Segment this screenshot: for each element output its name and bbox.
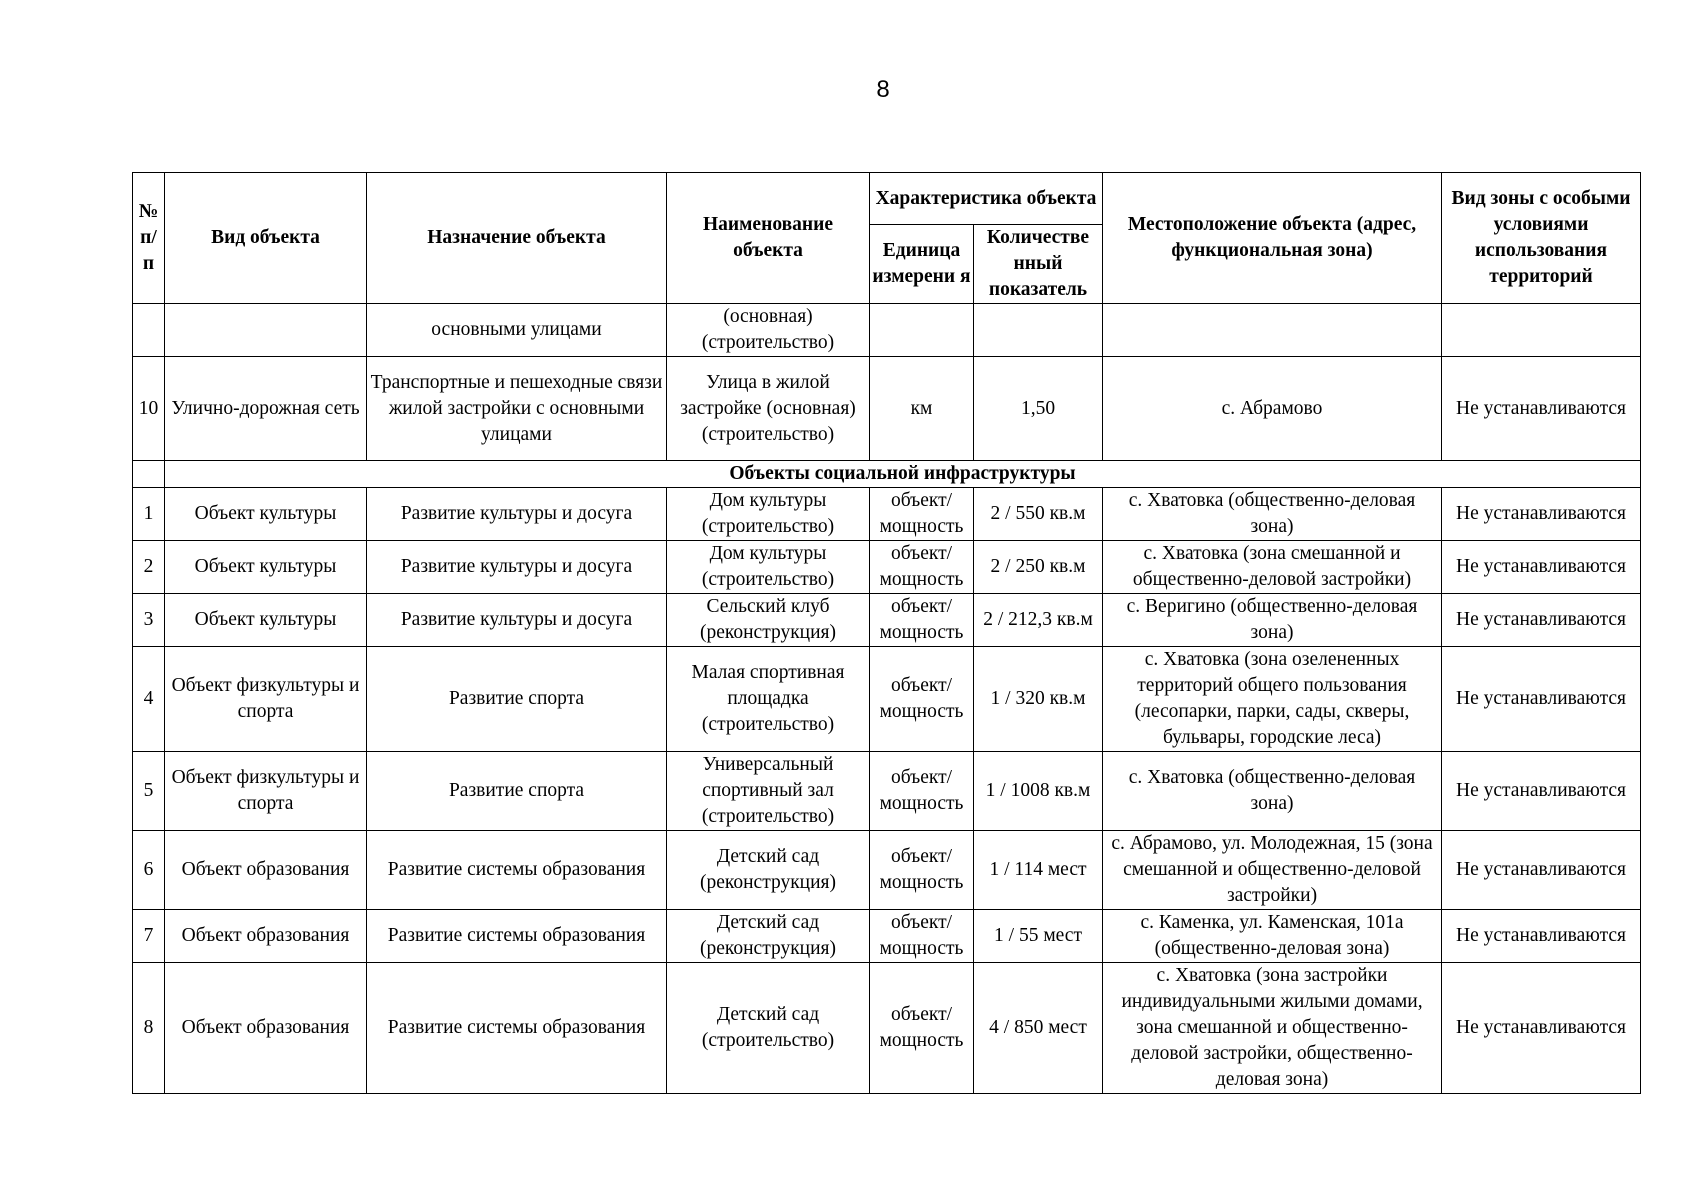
cell-quantity: 2 / 212,3 кв.м (974, 594, 1103, 647)
table-row (133, 488, 1641, 541)
cell-kind: Объект образования (165, 963, 367, 1094)
cell-purpose: основными улицами (367, 304, 667, 357)
cell-zone: Не устанавливаются (1442, 594, 1641, 647)
header-kind: Вид объекта (165, 173, 367, 304)
cell-num: 1 (133, 488, 165, 541)
cell-purpose: Развитие системы образования (367, 831, 667, 910)
cell-num: 5 (133, 752, 165, 831)
table-row (133, 831, 1641, 910)
table-row (133, 594, 1641, 647)
cell-zone: Не устанавливаются (1442, 357, 1641, 461)
cell-num: 10 (133, 357, 165, 461)
header-quantity: Количестве нный показатель (974, 225, 1103, 304)
cell-name: Малая спортивная площадка (строительство) (667, 647, 870, 752)
cell-zone: Не устанавливаются (1442, 963, 1641, 1094)
table-row (133, 963, 1641, 1094)
header-unit: Единица измерени я (870, 225, 974, 304)
cell-unit: объект/ мощность (870, 488, 974, 541)
section-title: Объекты социальной инфраструктуры (165, 461, 1641, 488)
cell-unit: объект/ мощность (870, 647, 974, 752)
cell-location: с. Абрамово (1103, 357, 1442, 461)
cell-purpose: Развитие спорта (367, 752, 667, 831)
cell-location: с. Хватовка (общественно-деловая зона) (1103, 488, 1442, 541)
table-row (133, 910, 1641, 963)
header-characteristic: Характеристика объекта (870, 173, 1103, 225)
table-row (133, 752, 1641, 831)
cell-location: с. Веригино (общественно-деловая зона) (1103, 594, 1442, 647)
cell-zone: Не устанавливаются (1442, 910, 1641, 963)
cell-quantity: 1 / 114 мест (974, 831, 1103, 910)
cell-kind: Объект физкультуры и спорта (165, 647, 367, 752)
cell-name: Дом культуры (строительство) (667, 541, 870, 594)
cell-kind: Объект культуры (165, 488, 367, 541)
cell-zone: Не устанавливаются (1442, 647, 1641, 752)
cell-zone: Не устанавливаются (1442, 752, 1641, 831)
section-row (133, 461, 1641, 488)
table-row (133, 647, 1641, 752)
cell-name: (основная) (строительство) (667, 304, 870, 357)
cell-location: с. Хватовка (зона застройки индивидуальными жилыми домами, зона смешанной и общественно-деловой застройки, общественно-деловая зона) (1103, 963, 1442, 1094)
cell-num: 7 (133, 910, 165, 963)
cell-kind: Объект физкультуры и спорта (165, 752, 367, 831)
cell-name: Детский сад (реконструкция) (667, 910, 870, 963)
cell-purpose: Развитие культуры и досуга (367, 541, 667, 594)
cell-kind: Улично-дорожная сеть (165, 357, 367, 461)
cell-kind: Объект культуры (165, 594, 367, 647)
cell-purpose: Транспортные и пешеходные связи жилой застройки с основными улицами (367, 357, 667, 461)
cell-location: с. Хватовка (зона смешанной и общественно-деловой застройки) (1103, 541, 1442, 594)
cell-num: 4 (133, 647, 165, 752)
cell-location: с. Хватовка (зона озелененных территорий общего пользования (лесопарки, парки, сады, скверы, бульвары, городские леса) (1103, 647, 1442, 752)
cell-name: Универсальный спортивный зал (строительство) (667, 752, 870, 831)
cell-quantity: 1 / 1008 кв.м (974, 752, 1103, 831)
header-purpose: Назначение объекта (367, 173, 667, 304)
cell-unit: км (870, 357, 974, 461)
cell-name: Дом культуры (строительство) (667, 488, 870, 541)
cell-zone: Не устанавливаются (1442, 831, 1641, 910)
cell-zone: Не устанавливаются (1442, 541, 1641, 594)
cell-quantity: 1 / 55 мест (974, 910, 1103, 963)
cell-num: 3 (133, 594, 165, 647)
cell-purpose: Развитие системы образования (367, 910, 667, 963)
cell-num: 6 (133, 831, 165, 910)
header-location: Местоположение объекта (адрес, функциональная зона) (1103, 173, 1442, 304)
cell-purpose: Развитие культуры и досуга (367, 594, 667, 647)
cell-quantity: 1,50 (974, 357, 1103, 461)
cell-kind: Объект культуры (165, 541, 367, 594)
cell-unit: объект/ мощность (870, 963, 974, 1094)
cell-name: Сельский клуб (реконструкция) (667, 594, 870, 647)
page-number: 8 (876, 76, 890, 103)
cell-purpose: Развитие спорта (367, 647, 667, 752)
cell-location: с. Каменка, ул. Каменская, 101а (общественно-деловая зона) (1103, 910, 1442, 963)
continuation-row (133, 304, 1641, 357)
cell-name: Детский сад (строительство) (667, 963, 870, 1094)
cell-purpose: Развитие системы образования (367, 963, 667, 1094)
table-row (133, 357, 1641, 461)
cell-purpose: Развитие культуры и досуга (367, 488, 667, 541)
cell-unit: объект/ мощность (870, 910, 974, 963)
cell-quantity: 2 / 250 кв.м (974, 541, 1103, 594)
objects-table (132, 172, 1641, 1094)
cell-kind: Объект образования (165, 831, 367, 910)
cell-unit: объект/ мощность (870, 594, 974, 647)
cell-unit: объект/ мощность (870, 831, 974, 910)
header-zone: Вид зоны с особыми условиями использования территорий (1442, 173, 1641, 304)
header-num: № п/п (133, 173, 165, 304)
cell-name: Улица в жилой застройке (основная) (строительство) (667, 357, 870, 461)
header-name: Наименование объекта (667, 173, 870, 304)
cell-num: 8 (133, 963, 165, 1094)
cell-num: 2 (133, 541, 165, 594)
cell-zone: Не устанавливаются (1442, 488, 1641, 541)
cell-location: с. Хватовка (общественно-деловая зона) (1103, 752, 1442, 831)
cell-quantity: 2 / 550 кв.м (974, 488, 1103, 541)
table-row (133, 541, 1641, 594)
cell-kind: Объект образования (165, 910, 367, 963)
cell-quantity: 1 / 320 кв.м (974, 647, 1103, 752)
cell-unit: объект/ мощность (870, 541, 974, 594)
cell-location: с. Абрамово, ул. Молодежная, 15 (зона смешанной и общественно-деловой застройки) (1103, 831, 1442, 910)
cell-quantity: 4 / 850 мест (974, 963, 1103, 1094)
cell-unit: объект/ мощность (870, 752, 974, 831)
cell-name: Детский сад (реконструкция) (667, 831, 870, 910)
